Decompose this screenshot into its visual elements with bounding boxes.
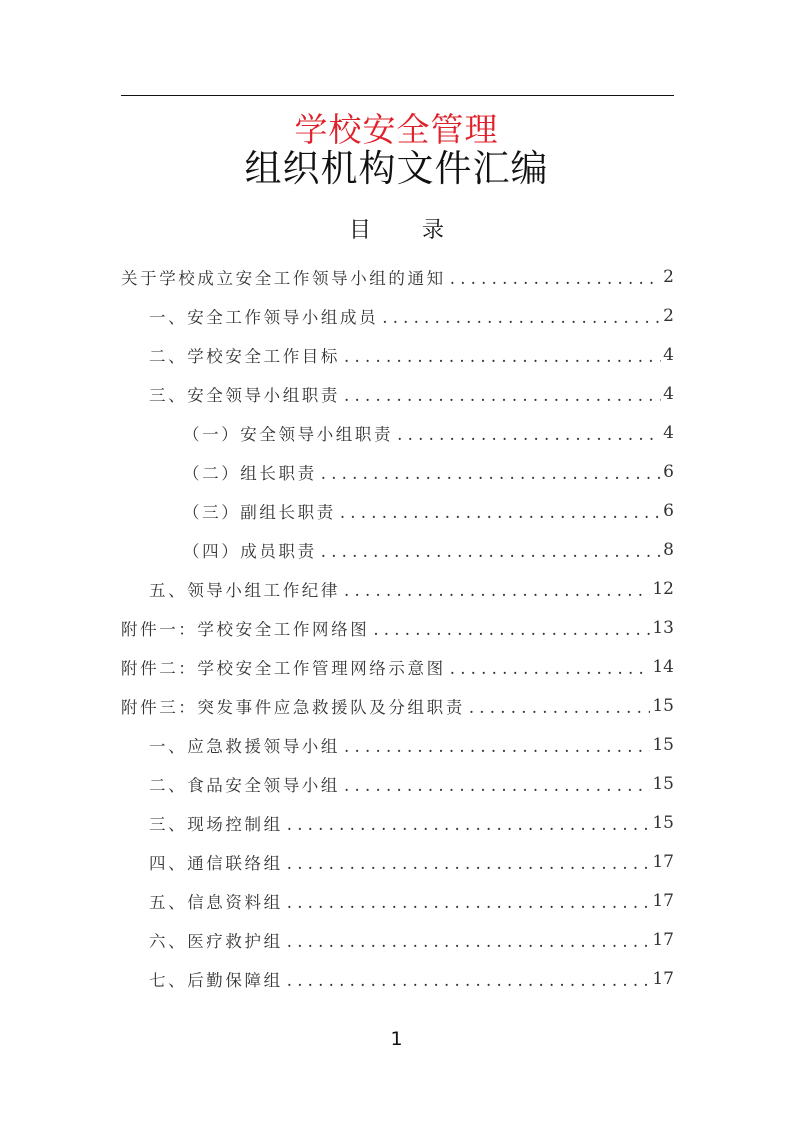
- toc-entry[interactable]: [121, 808, 674, 838]
- toc-entry-page: 14: [652, 657, 674, 677]
- toc-entry-page: 17: [652, 930, 674, 950]
- toc-entry[interactable]: [121, 574, 674, 604]
- toc-entry[interactable]: [121, 418, 674, 448]
- toc-entry-page: 6: [663, 462, 674, 482]
- dot-leader: [450, 656, 651, 678]
- document-title-line-1: 学校安全管理: [294, 110, 499, 149]
- toc-entry-page: 12: [652, 579, 674, 599]
- toc-entry-label: 关于学校成立安全工作领导小组的通知: [121, 269, 446, 288]
- toc-entry-label: 一、应急救援领导小组: [149, 737, 340, 756]
- toc-entry-label: （二）组长职责: [183, 464, 317, 483]
- toc-entry[interactable]: [121, 457, 674, 487]
- dot-leader: [382, 305, 661, 327]
- document-title-line-2: 组织机构文件汇编: [244, 147, 549, 190]
- toc-entry-label: 七、后勤保障组: [149, 971, 283, 990]
- toc-entry-page: 17: [652, 969, 674, 989]
- dot-leader: [340, 500, 661, 522]
- dot-leader: [287, 929, 651, 951]
- toc-entry-label: 四、通信联络组: [149, 854, 283, 873]
- toc-entry-label: 三、现场控制组: [149, 815, 283, 834]
- toc-entry-page: 6: [663, 501, 674, 521]
- toc-entry-label: （三）副组长职责: [183, 503, 336, 522]
- toc-entry[interactable]: [121, 535, 674, 565]
- toc-heading: 目 录: [349, 218, 466, 243]
- toc-entry[interactable]: [121, 769, 674, 799]
- toc-entry-label: 五、信息资料组: [149, 893, 283, 912]
- dot-leader: [397, 422, 661, 444]
- toc-entry-page: 15: [652, 813, 674, 833]
- header-rule: [121, 95, 674, 96]
- toc-entry-label: 一、安全工作领导小组成员: [149, 308, 379, 327]
- toc-entry-label: 二、学校安全工作目标: [149, 347, 340, 366]
- page-number: 1: [390, 1028, 403, 1050]
- toc-entry-label: 五、领导小组工作纪律: [149, 581, 340, 600]
- toc-entry[interactable]: [121, 886, 674, 916]
- toc-entry-page: 8: [663, 540, 674, 560]
- toc-entry-page: 2: [663, 306, 674, 326]
- toc-entry-page: 4: [663, 423, 674, 443]
- toc-entry[interactable]: [121, 652, 674, 682]
- dot-leader: [321, 539, 661, 561]
- toc-entry-page: 2: [663, 267, 674, 287]
- toc-entry-label: （四）成员职责: [183, 542, 317, 561]
- toc-entry[interactable]: [121, 496, 674, 526]
- toc-entry[interactable]: [121, 301, 674, 331]
- toc-entry-page: 15: [652, 696, 674, 716]
- toc-entry-label: 二、食品安全领导小组: [149, 776, 340, 795]
- dot-leader: [450, 266, 661, 288]
- dot-leader: [344, 773, 650, 795]
- dot-leader: [287, 851, 651, 873]
- toc-entry[interactable]: [121, 925, 674, 955]
- toc-entry[interactable]: [121, 262, 674, 292]
- toc-entry-label: 附件二：学校安全工作管理网络示意图: [121, 659, 446, 678]
- toc-entry-page: 15: [652, 774, 674, 794]
- toc-entry[interactable]: [121, 847, 674, 877]
- toc-entry[interactable]: [121, 613, 674, 643]
- dot-leader: [344, 344, 661, 366]
- toc-entry-page: 15: [652, 735, 674, 755]
- dot-leader: [287, 812, 651, 834]
- toc-entry-label: （一）安全领导小组职责: [183, 425, 394, 444]
- toc-entry-page: 4: [663, 384, 674, 404]
- toc-entry[interactable]: [121, 340, 674, 370]
- dot-leader: [287, 890, 651, 912]
- toc-entry-label: 六、医疗救护组: [149, 932, 283, 951]
- toc-entry[interactable]: [121, 379, 674, 409]
- toc-entry-page: 17: [652, 891, 674, 911]
- toc-entry-label: 附件一：学校安全工作网络图: [121, 620, 370, 639]
- toc-entry-label: 三、安全领导小组职责: [149, 386, 340, 405]
- dot-leader: [344, 383, 661, 405]
- dot-leader: [344, 578, 650, 600]
- dot-leader: [321, 461, 661, 483]
- dot-leader: [344, 734, 650, 756]
- toc-entry[interactable]: [121, 730, 674, 760]
- toc-entry-page: 4: [663, 345, 674, 365]
- toc-entry-page: 13: [652, 618, 674, 638]
- dot-leader: [373, 617, 650, 639]
- dot-leader: [287, 968, 651, 990]
- toc-entry[interactable]: [121, 964, 674, 994]
- toc-entry-label: 附件三：突发事件应急救援队及分组职责: [121, 698, 465, 717]
- dot-leader: [469, 695, 651, 717]
- toc-entry[interactable]: [121, 691, 674, 721]
- toc-entry-page: 17: [652, 852, 674, 872]
